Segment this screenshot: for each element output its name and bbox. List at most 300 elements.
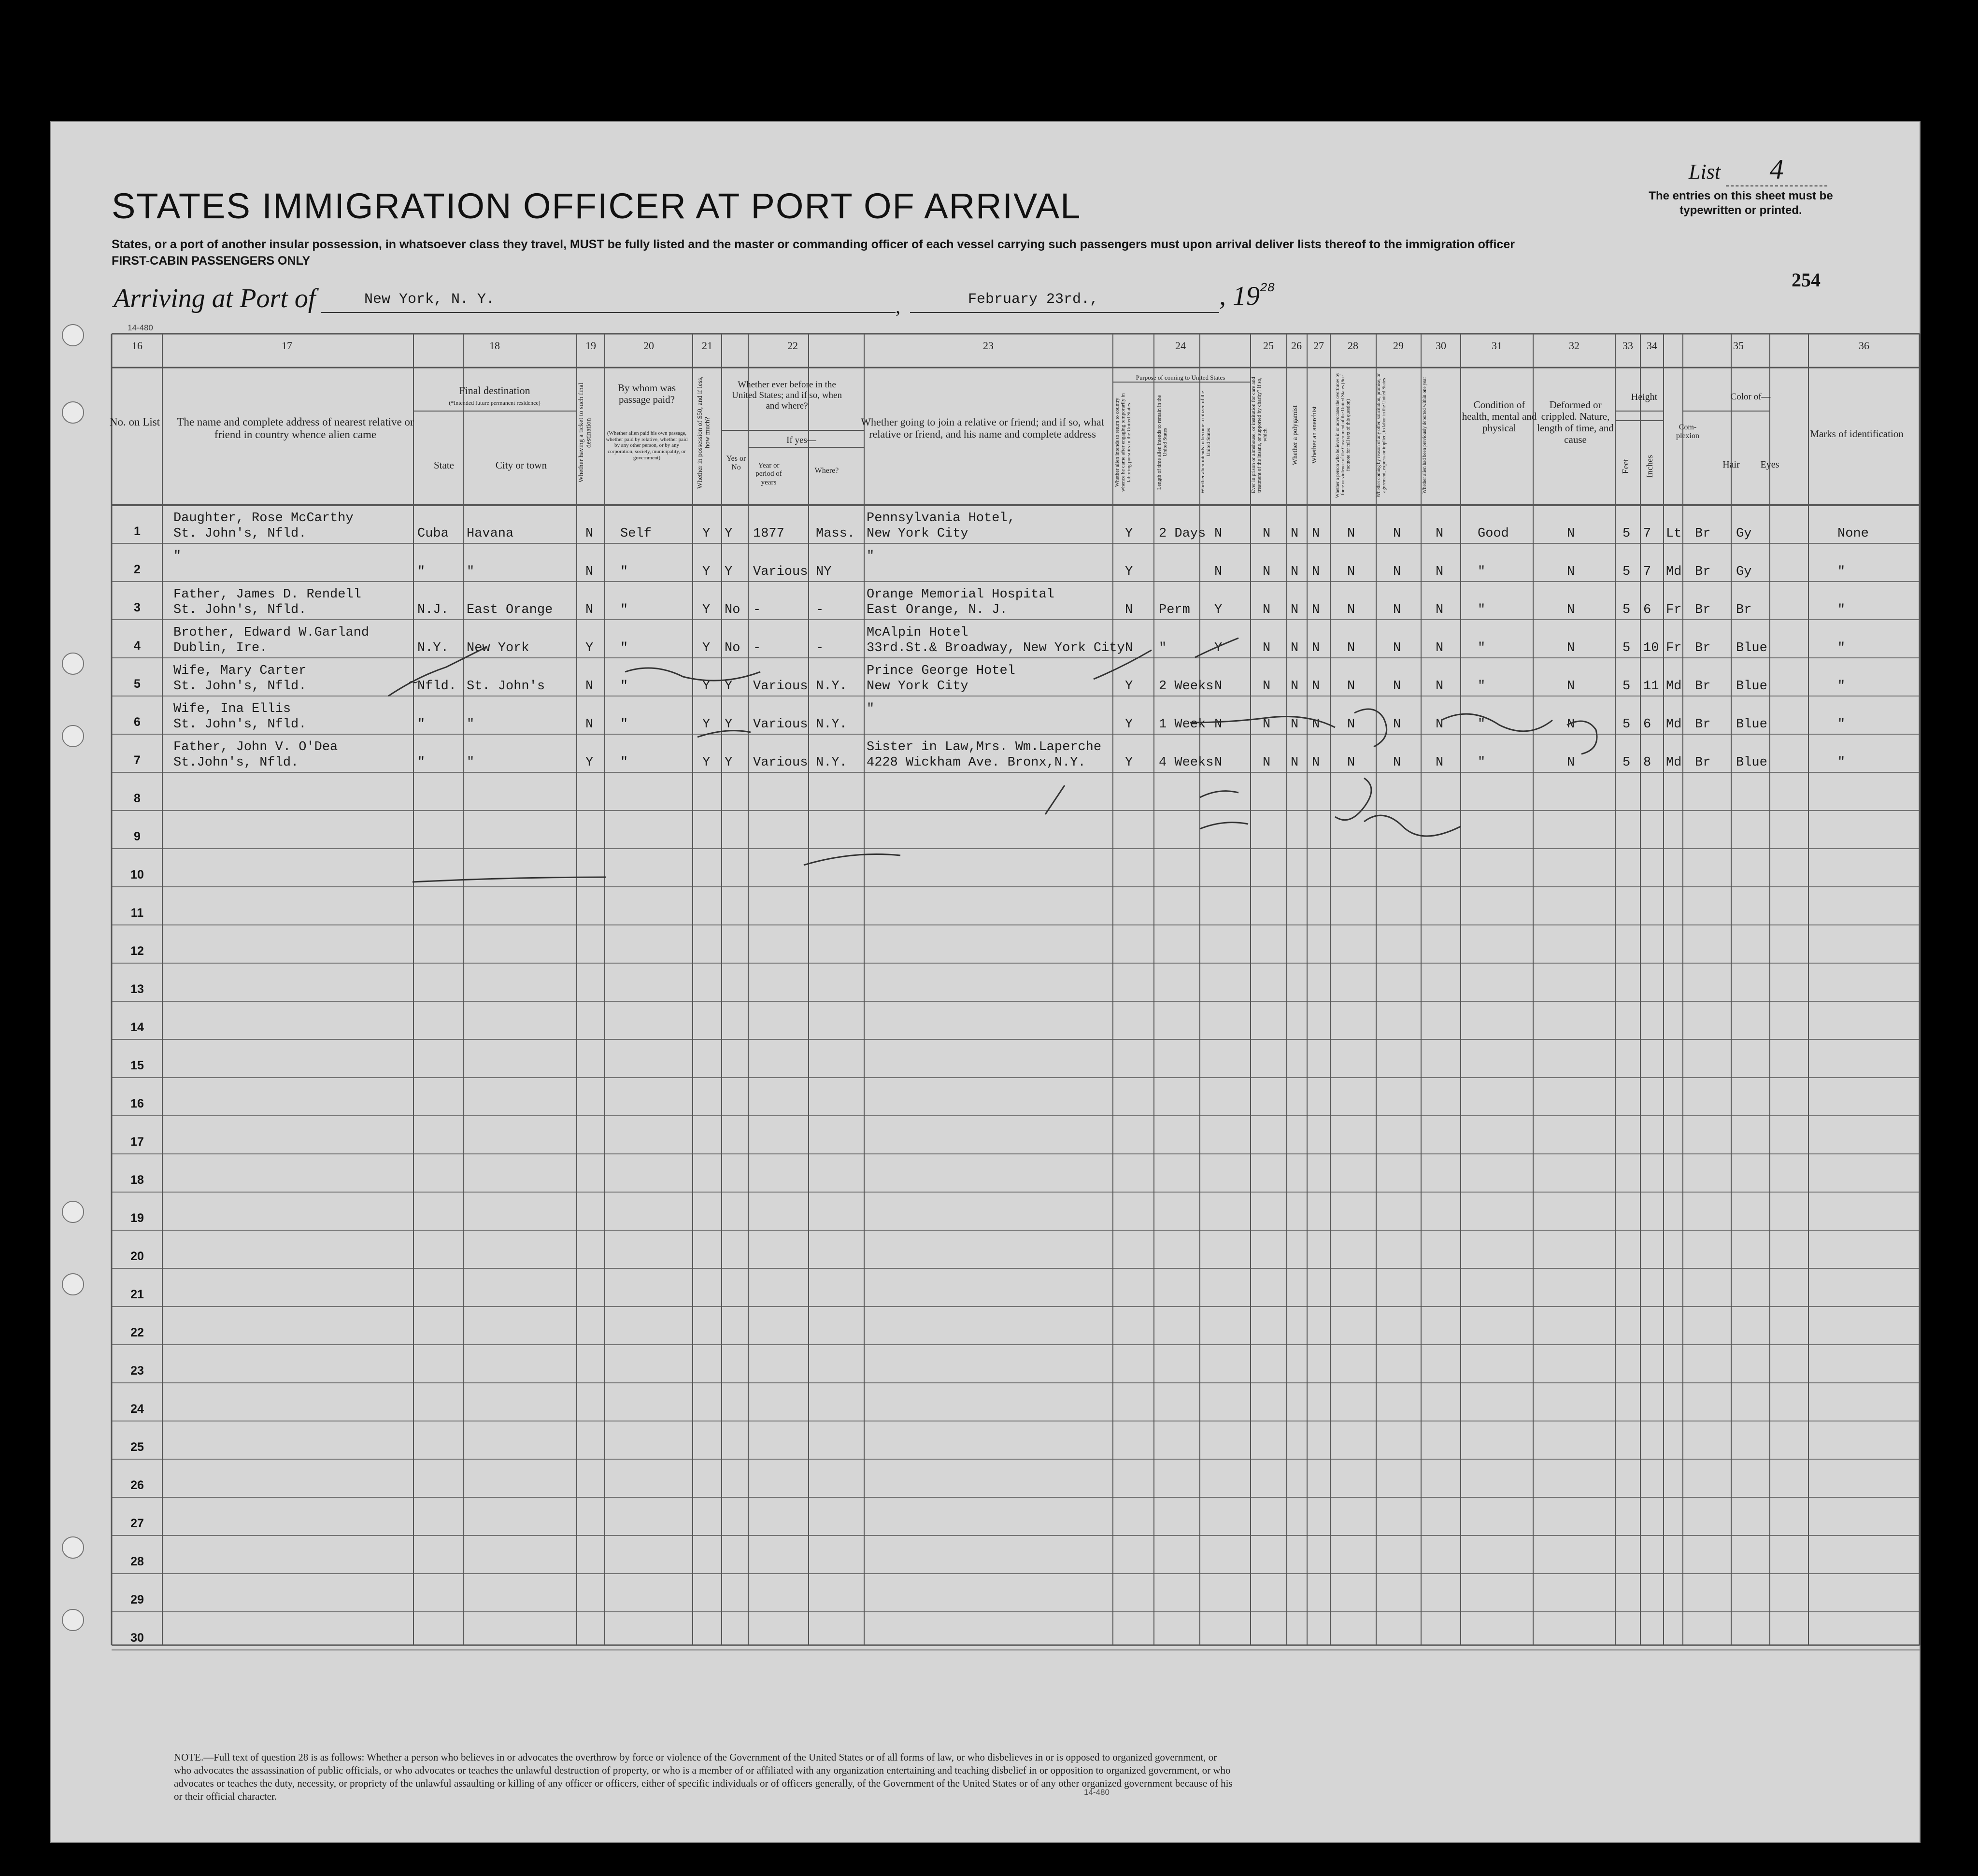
question-28: N — [1347, 641, 1355, 655]
where-before: NY — [816, 565, 832, 579]
column-number: 33 — [1622, 340, 1633, 352]
destination-state: N.Y. — [417, 641, 449, 655]
joining-address: New York City — [867, 679, 968, 694]
polygamist: N — [1291, 526, 1299, 541]
length-of-stay: Perm — [1159, 603, 1190, 617]
eye-color: Blue — [1736, 641, 1767, 655]
intro-text: States, or a port of another insular possession, in whatsoever class they travel, MUST be fully listed and the master or commanding officer of each vessel carrying such passengers must upon arrival deliver lists thereof to the immigration officer FIRST-CABIN PASSENGERS ONLY — [112, 238, 1515, 268]
passage-paid-by: " — [620, 717, 628, 732]
destination-state: " — [417, 755, 426, 770]
column-number: 27 — [1313, 340, 1324, 352]
punch-hole — [62, 324, 84, 346]
row-number: 29 — [130, 1593, 144, 1606]
has-ticket: N — [585, 603, 594, 617]
has-fifty-dollars: Y — [702, 679, 711, 694]
hdr-length-of-stay: Length of time alien intends to remain in the United States — [1156, 395, 1168, 490]
been-before: Y — [725, 755, 733, 770]
column-number: 18 — [489, 340, 500, 352]
question-28: N — [1347, 526, 1355, 541]
form-code-bottom: 14-480 — [1084, 1788, 1110, 1797]
hair-color: Br — [1695, 641, 1711, 655]
hdr-purpose: Purpose of coming to United States — [1136, 374, 1225, 381]
health: " — [1478, 641, 1486, 655]
complexion: Fr — [1666, 603, 1682, 617]
column-number: 36 — [1859, 340, 1869, 352]
row-number: 2 — [134, 563, 141, 576]
hdr-if-yes: If yes— — [786, 435, 816, 445]
hdr-final-destination: Final destination — [459, 384, 530, 397]
arrival-date: February 23rd., — [968, 291, 1099, 308]
hdr-no-on-list: No. on List — [109, 416, 160, 428]
column-number: 19 — [585, 340, 596, 352]
relative-name: Brother, Edward W.Garland — [173, 625, 370, 640]
prison-charity: N — [1263, 603, 1271, 617]
punch-hole — [62, 1609, 84, 1631]
relative-name: Wife, Mary Carter — [173, 664, 307, 678]
relative-name: Father, John V. O'Dea — [173, 740, 338, 754]
marks-identification: " — [1837, 717, 1846, 732]
row-number: 21 — [130, 1288, 144, 1301]
row-number: 28 — [130, 1555, 144, 1568]
destination-city: " — [467, 755, 475, 770]
row-number: 1 — [134, 525, 141, 538]
row-number: 8 — [134, 792, 141, 805]
question-29: N — [1393, 641, 1401, 655]
marks-identification: " — [1837, 641, 1846, 655]
hdr-state: State — [434, 459, 454, 471]
polygamist: N — [1291, 603, 1299, 617]
relative-name: Father, James D. Rendell — [173, 587, 361, 602]
has-ticket: Y — [585, 641, 594, 655]
passage-paid-by: " — [620, 565, 628, 579]
arriving-line: Arriving at Port of — [114, 284, 316, 313]
intends-citizen: Y — [1214, 603, 1223, 617]
has-ticket: Y — [585, 755, 594, 770]
length-of-stay: 2 Days — [1159, 526, 1206, 541]
complexion: Md — [1666, 717, 1682, 732]
question-28: N — [1347, 717, 1355, 732]
intends-citizen: Y — [1214, 641, 1223, 655]
prison-charity: N — [1263, 641, 1271, 655]
destination-state: " — [417, 717, 426, 732]
intends-citizen: N — [1214, 565, 1223, 579]
hdr-passage-note: (Whether alien paid his own passage, whether paid by relative, whether paid by any other person, or by any corporation, society, municipality, or government) — [606, 430, 688, 461]
length-of-stay: 4 Weeks — [1159, 755, 1214, 770]
deported: N — [1436, 679, 1444, 694]
joining-name: Pennsylvania Hotel, — [867, 511, 1015, 526]
eye-color: Gy — [1736, 565, 1752, 579]
joining-name: Orange Memorial Hospital — [867, 587, 1054, 602]
hdr-before-in-us: Whether ever before in the United States; and if so, when and where? — [732, 380, 842, 411]
length-of-stay: 2 Weeks — [1159, 679, 1214, 694]
row-number: 3 — [134, 601, 141, 614]
hdr-deported: Whether alien had been previously deported within one year — [1422, 377, 1427, 494]
height-feet: 5 — [1622, 603, 1631, 617]
where-before: - — [816, 603, 824, 617]
hdr-intends-return: Whether alien intends to return to country whence he came after engaging temporarily in laboring pursuits in the United States — [1114, 393, 1132, 492]
intends-return: Y — [1125, 755, 1133, 770]
marks-identification: " — [1837, 755, 1846, 770]
prison-charity: N — [1263, 679, 1271, 694]
been-before: No — [725, 641, 740, 655]
destination-state: Nfld. — [417, 679, 457, 694]
hdr-eyes: Eyes — [1760, 459, 1779, 470]
been-before: Y — [725, 717, 733, 732]
row-number: 13 — [130, 982, 144, 996]
relative-name: Wife, Ina Ellis — [173, 702, 291, 716]
relative-address: St. John's, Nfld. — [173, 679, 307, 694]
question-28: N — [1347, 603, 1355, 617]
joining-name: Sister in Law,Mrs. Wm.Laperche — [867, 740, 1102, 754]
row-number: 23 — [130, 1364, 144, 1378]
question-29: N — [1393, 565, 1401, 579]
hdr-question-28: Whether a person who believes in or advocates the overthrow by force or violence of the Government of the United States (See footnote for full text of this question) — [1335, 372, 1351, 498]
polygamist: N — [1291, 641, 1299, 655]
hair-color: Br — [1695, 565, 1711, 579]
destination-city: East Orange — [467, 603, 553, 617]
hdr-marks: Marks of identification — [1810, 428, 1904, 440]
deported: N — [1436, 717, 1444, 732]
row-number: 18 — [130, 1173, 144, 1187]
list-label: List 4 — [1689, 153, 1827, 186]
hdr-feet: Feet — [1621, 459, 1630, 474]
column-number: 16 — [132, 340, 142, 352]
has-ticket: N — [585, 679, 594, 694]
column-number: 24 — [1175, 340, 1186, 352]
joining-address: 33rd.St.& Broadway, New York City — [867, 641, 1125, 655]
punch-hole — [62, 1273, 84, 1295]
column-number: 22 — [787, 340, 798, 352]
column-number: 23 — [983, 340, 994, 352]
anarchist: N — [1312, 526, 1320, 541]
joining-name: " — [867, 549, 875, 564]
prison-charity: N — [1263, 755, 1271, 770]
question-29: N — [1393, 717, 1401, 732]
question-29: N — [1393, 603, 1401, 617]
marks-identification: " — [1837, 565, 1846, 579]
relative-address: St.John's, Nfld. — [173, 755, 299, 770]
intends-return: Y — [1125, 565, 1133, 579]
marks-identification: " — [1837, 603, 1846, 617]
destination-state: Cuba — [417, 526, 449, 541]
has-fifty-dollars: Y — [702, 755, 711, 770]
polygamist: N — [1291, 565, 1299, 579]
has-fifty-dollars: Y — [702, 641, 711, 655]
page-number: 254 — [1792, 269, 1821, 291]
marks-identification: " — [1837, 679, 1846, 694]
row-number: 24 — [130, 1402, 144, 1416]
destination-state: " — [417, 565, 426, 579]
height-feet: 5 — [1622, 717, 1631, 732]
column-number: 30 — [1436, 340, 1446, 352]
list-number: 4 — [1726, 153, 1827, 186]
punch-hole — [62, 1536, 84, 1559]
punch-hole — [62, 653, 84, 675]
deported: N — [1436, 755, 1444, 770]
row-number: 7 — [134, 753, 141, 767]
hdr-anarchist: Whether an anarchist — [1311, 406, 1318, 464]
column-number: 17 — [282, 340, 292, 352]
eye-color: Gy — [1736, 526, 1752, 541]
question-29: N — [1393, 526, 1401, 541]
where-before: - — [816, 641, 824, 655]
year-before: Various — [753, 679, 808, 694]
height-inches: 11 — [1643, 679, 1659, 694]
passage-paid-by: Self — [620, 526, 652, 541]
height-feet: 5 — [1622, 679, 1631, 694]
entries-note: The entries on this sheet must be typewritten or printed. — [1649, 189, 1833, 217]
question-29: N — [1393, 755, 1401, 770]
row-number: 10 — [130, 868, 144, 881]
been-before: Y — [725, 679, 733, 694]
relative-name: " — [173, 549, 182, 564]
health: " — [1478, 565, 1486, 579]
deformed: N — [1567, 717, 1575, 732]
health: " — [1478, 679, 1486, 694]
row-number: 20 — [130, 1250, 144, 1263]
deformed: N — [1567, 603, 1575, 617]
column-number: 29 — [1393, 340, 1404, 352]
row-number: 9 — [134, 830, 141, 843]
anarchist: N — [1312, 565, 1320, 579]
complexion: Lt — [1666, 526, 1682, 541]
intends-return: Y — [1125, 526, 1133, 541]
hdr-where: Where? — [814, 467, 839, 475]
intends-citizen: N — [1214, 717, 1223, 732]
hdr-join-relative: Whether going to join a relative or friend; and if so, what relative or friend, and his name and complete address — [861, 416, 1104, 441]
complexion: Md — [1666, 679, 1682, 694]
prison-charity: N — [1263, 565, 1271, 579]
prison-charity: N — [1263, 526, 1271, 541]
health: Good — [1478, 526, 1509, 541]
port-of-arrival: New York, N. Y. — [364, 291, 495, 308]
row-number: 15 — [130, 1059, 144, 1072]
eye-color: Blue — [1736, 755, 1767, 770]
length-of-stay: " — [1159, 641, 1167, 655]
hdr-final-destination-note: (*Intended future permanent residence) — [449, 399, 541, 406]
eye-color: Blue — [1736, 717, 1767, 732]
form-code-top: 14-480 — [128, 323, 153, 332]
polygamist: N — [1291, 717, 1299, 732]
hdr-ticket: Whether having a ticket to such final destination — [578, 383, 593, 483]
anarchist: N — [1312, 679, 1320, 694]
relative-address: St. John's, Nfld. — [173, 717, 307, 732]
eye-color: Blue — [1736, 679, 1767, 694]
row-number: 12 — [130, 944, 144, 958]
question-28: N — [1347, 565, 1355, 579]
health: " — [1478, 755, 1486, 770]
relative-address: St. John's, Nfld. — [173, 526, 307, 541]
year-before: Various — [753, 717, 808, 732]
row-number: 14 — [130, 1021, 144, 1034]
passage-paid-by: " — [620, 755, 628, 770]
intends-return: N — [1125, 603, 1133, 617]
hdr-relative-abroad: The name and complete address of nearest relative or friend in country whence alien came — [177, 416, 414, 441]
complexion: Md — [1666, 755, 1682, 770]
year-before: - — [753, 603, 761, 617]
question-29: N — [1393, 679, 1401, 694]
footnote-question-28: NOTE.—Full text of question 28 is as follows: Whether a person who believes in or advocates the overthrow by force or violence of the Government of the United States or of all forms of law, or who disbelieves in or is opposed to organized government, or who advocates the assassination of public officials, or who advocates or teaches the unlawful destruction of property, or who is a member of or affiliated with any organization entertaining and teaching disbelief in or opposition to organized government, or who advocates or teaches the duty, necessity, or propriety of the unlawful assaulting or killing of any officer or officers, either of specific individuals or of officers generally, of the Government of the United States or of any other organized government because of his or their official character. — [174, 1751, 1233, 1802]
height-inches: 6 — [1643, 603, 1651, 617]
relative-address: St. John's, Nfld. — [173, 603, 307, 617]
row-number: 17 — [130, 1135, 144, 1149]
length-of-stay: 1 Week — [1159, 717, 1206, 732]
health: " — [1478, 717, 1486, 732]
hdr-inches: Inches — [1645, 455, 1654, 478]
joining-name: Prince George Hotel — [867, 664, 1015, 678]
joining-address: 4228 Wickham Ave. Bronx,N.Y. — [867, 755, 1086, 770]
anarchist: N — [1312, 603, 1320, 617]
hair-color: Br — [1695, 603, 1711, 617]
column-number: 35 — [1733, 340, 1744, 352]
row-number: 26 — [130, 1478, 144, 1492]
where-before: Mass. — [816, 526, 855, 541]
passage-paid-by: " — [620, 603, 628, 617]
column-number: 28 — [1348, 340, 1358, 352]
row-number: 11 — [130, 906, 144, 920]
destination-city: New York — [467, 641, 529, 655]
row-number: 30 — [130, 1631, 144, 1645]
relative-name: Daughter, Rose McCarthy — [173, 511, 354, 526]
hair-color: Br — [1695, 755, 1711, 770]
column-number: 21 — [702, 340, 712, 352]
intends-return: Y — [1125, 679, 1133, 694]
where-before: N.Y. — [816, 717, 847, 732]
deformed: N — [1567, 526, 1575, 541]
health: " — [1478, 603, 1486, 617]
hdr-complexion: Com- plexion — [1676, 423, 1699, 441]
deformed: N — [1567, 755, 1575, 770]
anarchist: N — [1312, 717, 1320, 732]
hdr-fifty-dollars: Whether in possession of $50, and if less, how much? — [697, 376, 712, 489]
punch-hole — [62, 1201, 84, 1223]
has-fifty-dollars: Y — [702, 565, 711, 579]
has-ticket: N — [585, 717, 594, 732]
prison-charity: N — [1263, 717, 1271, 732]
hdr-height: Height — [1631, 392, 1658, 402]
intends-return: N — [1125, 641, 1133, 655]
hdr-passage: By whom was passage paid? — [617, 382, 676, 406]
question-28: N — [1347, 679, 1355, 694]
hdr-deformed: Deformed or crippled. Nature, length of time, and cause — [1537, 399, 1614, 446]
destination-state: N.J. — [417, 603, 449, 617]
hdr-hair: Hair — [1722, 459, 1740, 470]
intends-citizen: N — [1214, 679, 1223, 694]
joining-address: New York City — [867, 526, 968, 541]
deformed: N — [1567, 565, 1575, 579]
row-number: 6 — [134, 715, 141, 729]
intends-citizen: N — [1214, 755, 1223, 770]
destination-city: " — [467, 717, 475, 732]
column-number: 26 — [1291, 340, 1302, 352]
height-feet: 5 — [1622, 526, 1631, 541]
column-number: 32 — [1569, 340, 1580, 352]
destination-city: " — [467, 565, 475, 579]
marks-identification: None — [1837, 526, 1869, 541]
hdr-prison: Ever in prison or almshouse, or institution for care and treatment of the insane, or supported by charity? If so, which — [1251, 377, 1268, 494]
height-inches: 6 — [1643, 717, 1651, 732]
complexion: Md — [1666, 565, 1682, 579]
relative-address: Dublin, Ire. — [173, 641, 268, 655]
joining-name: McAlpin Hotel — [867, 625, 968, 640]
column-number: 34 — [1647, 340, 1657, 352]
has-fifty-dollars: Y — [702, 526, 711, 541]
anarchist: N — [1312, 641, 1320, 655]
year-before: Various — [753, 755, 808, 770]
where-before: N.Y. — [816, 755, 847, 770]
hdr-polygamist: Whether a polygamist — [1292, 405, 1299, 465]
hdr-yes-no: Yes or No — [726, 455, 746, 472]
has-fifty-dollars: Y — [702, 717, 711, 732]
deported: N — [1436, 565, 1444, 579]
where-before: N.Y. — [816, 679, 847, 694]
passage-paid-by: " — [620, 679, 628, 694]
hdr-year-period: Year or period of years — [755, 462, 782, 486]
row-number: 4 — [134, 639, 141, 653]
deformed: N — [1567, 679, 1575, 694]
intends-citizen: N — [1214, 526, 1223, 541]
been-before: No — [725, 603, 740, 617]
passage-paid-by: " — [620, 641, 628, 655]
eye-color: Br — [1736, 603, 1752, 617]
deported: N — [1436, 603, 1444, 617]
hair-color: Br — [1695, 717, 1711, 732]
manifest-sheet: List 4 STATES IMMIGRATION OFFICER AT PORT OF ARRIVAL The entries on this sheet must be typewritten or printed. States, or a port of another insular possession, in whatsoever class they travel, MUST be fully listed and the master or commanding officer of each vessel carrying such passengers must upon arrival deliver lists thereof to the immigration officer FIRST-CABIN PASSENGERS ONLY Arriving at Port of New York, N. Y. , February 23rd., , $19^{28}$ 254 14-480 16 17 18 19 20 21 22 23 24 25 26 27 28 29 30 31 32 33 34 35 36 No. on List The name and complete address of nearest relative or friend in country whence alien came Final destination (*Intended future permanent residence) State City or town Whether having a ticket to such final destination By whom was passage paid? (Whether alien paid his own passage, whether paid by relative, whether paid by any other person, or by any corporation, society, municipality, or government) Whether in possession of $50, and if less, how much? Whether ever before in the United States; and if so, when and where? Yes or No If yes— Year or period of years Where? Whether going to join a relative or friend; and if so, what relative or friend, and his name and complete address Purpose of coming to United States Whether alien intends to return to country whence he came after engaging temporarily in laboring pursuits in the United States Length of time alien intends to remain in the United States Whether alien intends to become a citizen of the United States Ever in prison or almshouse, or institution for care and treatment of the insane, or supported by charity? If so, which Whether a polygamist Whether an anarchist Whether a person who believes in or advocates the overthrow by force or violence of the Government of the United States (See footnote for full text of this question) Whether coming by reason of any offer, solicitation, promise, or agreement, express or implied, to labor in the United States Whether alien had been previously deported within one year Condition of health, mental and physical Deformed or crippled. Nature, length of time, and cause Height Feet Inches Com- plexion Color of— Hair Eyes Marks of identification 1 Daughter, Rose McCarthy St. John's, Nfld. Cuba Havana N Self Y Y 1877 Mass. Pennsylvania Hotel, New York City Y 2 Days N N N N N N N Good N 5 7 Lt Br Gy None 2 " " " N " Y Y Various NY " Y N N N N N N N " N 5 7 Md Br Gy " 3 Father, James D. Rendell St. John's, Nfld. N.J. East Orange N " Y No - - Orange Memorial Hospital East Orange, N. J. N Perm Y N N N N N N " N 5 6 Fr Br Br " 4 Brother, Edward W.Garland Dublin, Ire. N.Y. New York Y " Y No - - McAlpin Hotel 33rd.St.& Broadway, New York City N " Y N N N N N N " N 5 10 Fr Br Blue " 5 Wife, Mary Carter St. John's, Nfld. Nfld. St. John's N " Y Y Various N.Y. Prince George Hotel New York City Y 2 Weeks N N N N N N N " N 5 11 Md Br Blue " 6 Wife, Ina Ellis St. John's, Nfld. " " N " Y Y Various N.Y. " Y 1 Week N N N N N N N " N 5 6 Md Br Blue " 7 Father, John V. O'Dea St.John's, Nfld. " " Y " Y Y Various N.Y. Sister in Law,Mrs. Wm.Laperche 4228 Wickham Ave. Bronx,N.Y. Y 4 Weeks N N N N N N N " N 5 8 Md Br Blue " 8 9 10 11 12 13 14 15 16 17 18 19 20 21 22 23 24 25 26 27 28 29 30 NOTE.—Full text of question 28 is as follows: Whether a person who believes in or advocates the overthrow by force or violence of the Government of the United States or of all forms of law, or who disbelieves in or is opposed to organized government, or who advocates the assassination of public officials, or who advocates or teaches the unlawful destruction of property, or who is a member of or affiliated with any organization entertaining and teaching disbelief in or opposition to organized government, or who advocates or teaches the duty, necessity, or propriety of the unlawful assaulting or killing of any officer or officers, either of specific individuals or of officers generally, of the Government of the United States or of any other organized government because of his or their official character. 14-480 ~ — [50, 121, 1921, 1843]
year-before: Various — [753, 565, 808, 579]
been-before: Y — [725, 526, 733, 541]
column-number: 25 — [1263, 340, 1274, 352]
handwritten-note: ~ — [408, 674, 419, 690]
column-number: 20 — [643, 340, 654, 352]
deformed: N — [1567, 641, 1575, 655]
row-number: 27 — [130, 1517, 144, 1530]
hdr-health: Condition of health, mental and physical — [1462, 399, 1537, 434]
hair-color: Br — [1695, 526, 1711, 541]
destination-city: Havana — [467, 526, 514, 541]
punch-hole — [62, 401, 84, 424]
intends-return: Y — [1125, 717, 1133, 732]
joining-name: " — [867, 702, 875, 716]
hdr-city: City or town — [495, 459, 547, 471]
row-number: 19 — [130, 1211, 144, 1225]
height-feet: 5 — [1622, 755, 1631, 770]
height-inches: 7 — [1643, 565, 1651, 579]
height-inches: 8 — [1643, 755, 1651, 770]
year-before: 1877 — [753, 526, 784, 541]
has-ticket: N — [585, 526, 594, 541]
row-number: 22 — [130, 1326, 144, 1339]
height-inches: 10 — [1643, 641, 1659, 655]
has-fifty-dollars: Y — [702, 603, 711, 617]
polygamist: N — [1291, 679, 1299, 694]
destination-city: St. John's — [467, 679, 545, 694]
hair-color: Br — [1695, 679, 1711, 694]
row-number: 25 — [130, 1440, 144, 1454]
complexion: Fr — [1666, 641, 1682, 655]
hdr-question-29: Whether coming by reason of any offer, solicitation, promise, or agreement, express or implied, to labor in the United States — [1376, 373, 1387, 497]
been-before: Y — [725, 565, 733, 579]
hdr-color-of: Color of— — [1730, 392, 1771, 402]
height-inches: 7 — [1643, 526, 1651, 541]
anarchist: N — [1312, 755, 1320, 770]
year-field: , $19^{28}$ — [1219, 281, 1275, 311]
deported: N — [1436, 526, 1444, 541]
handwriting-marks — [50, 121, 1921, 1843]
joining-address: East Orange, N. J. — [867, 603, 1008, 617]
height-feet: 5 — [1622, 641, 1631, 655]
hdr-intends-citizen: Whether alien intends to become a citizen of the United States — [1200, 391, 1212, 494]
has-ticket: N — [585, 565, 594, 579]
